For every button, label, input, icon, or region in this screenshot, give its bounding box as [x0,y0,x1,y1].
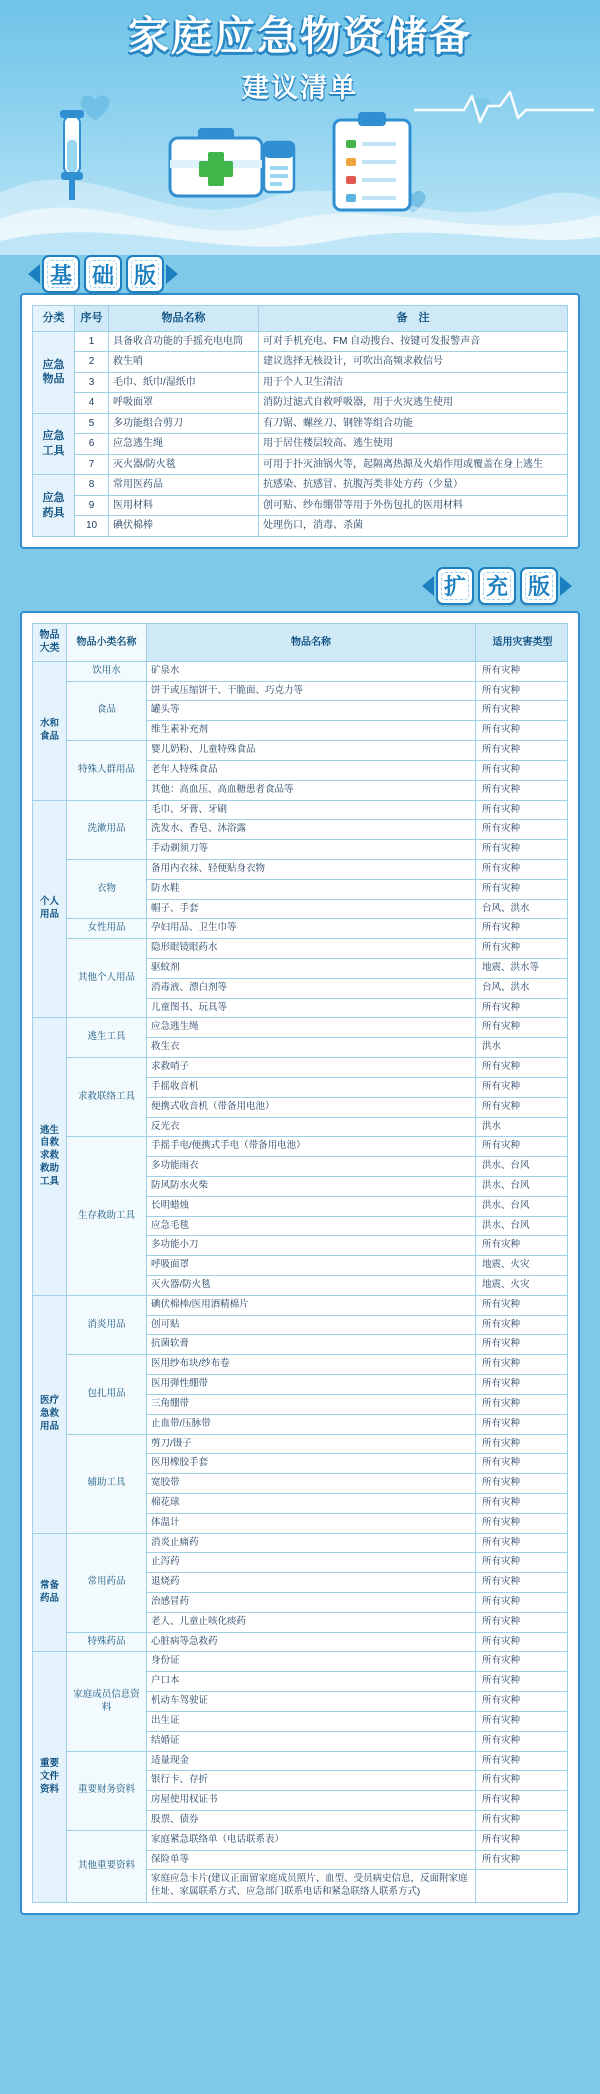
badge-expanded [422,567,572,605]
table-row [33,516,568,537]
row-remark: 可用于扑灭油锅火等，起隔离热源及火焰作用或覆盖在身上逃生 [259,454,568,475]
row-disaster-type: 所有灾种 [476,1771,568,1791]
row-item-name: 老年人特殊食品 [147,760,476,780]
table-row [33,495,568,516]
page-title: 家庭应急物资储备 [128,13,472,59]
row-subcategory: 洗漱用品 [67,800,147,859]
row-item-name: 房屋使用权证书 [147,1791,476,1811]
col-no: 序号 [75,306,109,332]
row-item-name: 隐形眼镜眼药水 [147,939,476,959]
row-disaster-type: 所有灾种 [476,1355,568,1375]
row-item-name: 碘伏棉棒/医用酒精棉片 [147,1295,476,1315]
row-remark: 处理伤口，消毒、杀菌 [259,516,568,537]
row-disaster-type: 台风、洪水 [476,978,568,998]
row-main-category: 常备 药品 [33,1533,67,1652]
row-disaster-type: 所有灾种 [476,1315,568,1335]
row-item-name: 毛巾、纸巾/湿纸巾 [109,372,259,393]
row-subcategory: 消炎用品 [67,1295,147,1354]
col-item-name: 物品名称 [147,623,476,661]
row-item-name: 医用橡胶手套 [147,1454,476,1474]
row-item-name: 机动车驾驶证 [147,1692,476,1712]
row-item-name: 毛巾、牙膏、牙刷 [147,800,476,820]
badge-char: 础 [84,255,122,293]
row-item-name: 家庭紧急联络单（电话联系表） [147,1830,476,1850]
row-subcategory: 包扎用品 [67,1355,147,1434]
row-disaster-type: 所有灾种 [476,1731,568,1751]
table-row [33,1652,568,1672]
row-disaster-type: 所有灾种 [476,859,568,879]
row-item-name: 应急逃生绳 [147,1018,476,1038]
col-item-name: 物品名称 [109,306,259,332]
table-row [33,1295,568,1315]
row-item-name: 医用纱布块/纱布卷 [147,1355,476,1375]
row-disaster-type: 所有灾种 [476,1573,568,1593]
row-main-category: 重要 文件 资料 [33,1652,67,1903]
row-item-name: 手摇收音机 [147,1077,476,1097]
row-category: 应急 物品 [33,331,75,413]
row-item-name: 多功能组合剪刀 [109,413,259,434]
row-number: 1 [75,331,109,352]
row-subcategory: 饮用水 [67,661,147,681]
row-disaster-type: 所有灾种 [476,1791,568,1811]
row-item-name: 灭火器/防火毯 [109,454,259,475]
row-item-name: 灭火器/防火毯 [147,1276,476,1296]
basic-table-card [20,293,580,549]
col-disaster-type: 适用灾害类型 [476,623,568,661]
row-disaster-type: 台风、洪水 [476,899,568,919]
pill-box-icon [258,138,302,196]
badge-char: 版 [520,567,558,605]
row-disaster-type: 所有灾种 [476,1493,568,1513]
row-disaster-type: 所有灾种 [476,939,568,959]
row-number: 3 [75,372,109,393]
row-item-name: 洗发水、香皂、沐浴露 [147,820,476,840]
row-subcategory: 求救联络工具 [67,1058,147,1137]
row-item-name: 手动剃须刀等 [147,840,476,860]
row-disaster-type: 地震、火灾 [476,1276,568,1296]
badge-char: 版 [126,255,164,293]
row-remark: 抗感染、抗感冒、抗腹泻类非处方药（少量） [259,475,568,496]
table-row [33,859,568,879]
table-row [33,393,568,414]
ribbon-right-icon [166,264,178,284]
row-disaster-type: 所有灾种 [476,1810,568,1830]
row-number: 2 [75,352,109,373]
row-disaster-type: 所有灾种 [476,1513,568,1533]
row-item-name: 消毒液、漂白剂等 [147,978,476,998]
row-number: 7 [75,454,109,475]
row-disaster-type: 所有灾种 [476,701,568,721]
row-item-name: 出生证 [147,1711,476,1731]
row-item-name: 驱蚊剂 [147,959,476,979]
row-item-name: 求救哨子 [147,1058,476,1078]
table-row [33,1533,568,1553]
row-item-name: 婴儿奶粉、儿童特殊食品 [147,741,476,761]
table-header-row [33,306,568,332]
row-disaster-type: 所有灾种 [476,1830,568,1850]
table-row [33,1751,568,1771]
row-disaster-type [476,1870,568,1903]
row-subcategory: 食品 [67,681,147,740]
clipboard-icon [330,112,414,214]
row-category: 应急 药具 [33,475,75,537]
syringe-icon [42,110,102,206]
row-item-name: 应急毛毯 [147,1216,476,1236]
row-item-name: 止泻药 [147,1553,476,1573]
row-item-name: 保险单等 [147,1850,476,1870]
row-disaster-type: 所有灾种 [476,1652,568,1672]
col-remark: 备 注 [259,306,568,332]
row-disaster-type: 洪水、台风 [476,1157,568,1177]
row-disaster-type: 地震、洪水等 [476,959,568,979]
row-subcategory: 女性用品 [67,919,147,939]
row-item-name: 饼干或压缩饼干、干脆面、巧克力等 [147,681,476,701]
table-row [33,454,568,475]
row-item-name: 具备收音功能的手摇充电电筒 [109,331,259,352]
ribbon-left-icon [422,576,434,596]
col-category: 分类 [33,306,75,332]
row-disaster-type: 所有灾种 [476,1533,568,1553]
table-row [33,1355,568,1375]
row-item-name: 多功能雨衣 [147,1157,476,1177]
row-item-name: 股票、债券 [147,1810,476,1830]
row-disaster-type: 洪水、台风 [476,1216,568,1236]
bottom-spacer [0,1933,600,1947]
row-subcategory: 其他个人用品 [67,939,147,1018]
row-item-name: 矿泉水 [147,661,476,681]
row-disaster-type: 所有灾种 [476,1236,568,1256]
row-disaster-type: 所有灾种 [476,721,568,741]
row-item-name: 银行卡、存折 [147,1771,476,1791]
row-subcategory: 逃生工具 [67,1018,147,1058]
row-disaster-type: 所有灾种 [476,1593,568,1613]
row-disaster-type: 所有灾种 [476,760,568,780]
table-row [33,741,568,761]
row-disaster-type: 所有灾种 [476,741,568,761]
row-number: 9 [75,495,109,516]
expanded-badge-row [0,567,600,611]
table-row [33,372,568,393]
row-item-name: 便携式收音机（带备用电池） [147,1097,476,1117]
row-item-name: 抗菌软膏 [147,1335,476,1355]
table-row [33,1434,568,1454]
row-item-name: 适量现金 [147,1751,476,1771]
row-item-name: 结婚证 [147,1731,476,1751]
row-disaster-type: 所有灾种 [476,1077,568,1097]
row-item-name: 医用材料 [109,495,259,516]
expanded-table [32,623,568,1903]
row-remark: 用于居住楼层较高、逃生使用 [259,434,568,455]
row-subcategory: 衣物 [67,859,147,918]
row-disaster-type: 所有灾种 [476,1058,568,1078]
table-row [33,1137,568,1157]
row-disaster-type: 所有灾种 [476,780,568,800]
row-disaster-type: 所有灾种 [476,879,568,899]
row-category: 应急 工具 [33,413,75,475]
row-number: 6 [75,434,109,455]
table-row [33,475,568,496]
table-row [33,919,568,939]
row-disaster-type: 洪水、台风 [476,1176,568,1196]
row-item-name: 常用医药品 [109,475,259,496]
row-item-name: 帽子、手套 [147,899,476,919]
row-item-name: 孕妇用品、卫生巾等 [147,919,476,939]
row-number: 8 [75,475,109,496]
row-disaster-type: 所有灾种 [476,1454,568,1474]
row-disaster-type: 所有灾种 [476,1375,568,1395]
hero-title-wrap [0,0,600,105]
col-main-category: 物品 大类 [33,623,67,661]
hero-banner [0,0,600,255]
row-remark: 创可贴、纱布绷带等用于外伤包扎的医用材料 [259,495,568,516]
table-row [33,413,568,434]
row-disaster-type: 所有灾种 [476,1414,568,1434]
row-item-name: 儿童图书、玩具等 [147,998,476,1018]
row-disaster-type: 所有灾种 [476,820,568,840]
row-number: 5 [75,413,109,434]
row-item-name: 碘伏棉棒 [109,516,259,537]
row-item-name: 创可贴 [147,1315,476,1335]
badge-basic [28,255,178,293]
row-disaster-type: 所有灾种 [476,1335,568,1355]
row-item-name: 心脏病等急救药 [147,1632,476,1652]
row-item-name: 棉花球 [147,1493,476,1513]
row-item-name: 医用弹性绷带 [147,1375,476,1395]
badge-char: 基 [42,255,80,293]
row-remark: 有刀锯、螺丝刀、钢锉等组合功能 [259,413,568,434]
row-disaster-type: 所有灾种 [476,800,568,820]
row-disaster-type: 所有灾种 [476,1850,568,1870]
row-disaster-type: 所有灾种 [476,1612,568,1632]
row-item-name: 剪刀/镊子 [147,1434,476,1454]
row-disaster-type: 所有灾种 [476,1692,568,1712]
row-disaster-type: 所有灾种 [476,1018,568,1038]
table-row [33,1058,568,1078]
ribbon-left-icon [28,264,40,284]
basic-badge-row [0,255,600,299]
row-disaster-type: 洪水 [476,1117,568,1137]
badge-char: 充 [478,567,516,605]
row-item-name: 宽胶带 [147,1474,476,1494]
row-disaster-type: 所有灾种 [476,1434,568,1454]
row-item-name: 救生哨 [109,352,259,373]
row-number: 4 [75,393,109,414]
row-disaster-type: 地震、火灾 [476,1256,568,1276]
row-item-name: 应急逃生绳 [109,434,259,455]
row-item-name: 老人、儿童止咳化痰药 [147,1612,476,1632]
row-item-name: 退烧药 [147,1573,476,1593]
row-disaster-type: 所有灾种 [476,661,568,681]
row-remark: 建议选择无核设计，可吹出高频求救信号 [259,352,568,373]
row-disaster-type: 所有灾种 [476,681,568,701]
row-subcategory: 特殊药品 [67,1632,147,1652]
row-item-name: 止血带/压脉带 [147,1414,476,1434]
row-item-name: 备用内衣袜、轻便贴身衣物 [147,859,476,879]
row-item-name: 维生素补充剂 [147,721,476,741]
row-item-name: 救生衣 [147,1038,476,1058]
row-subcategory: 常用药品 [67,1533,147,1632]
page-subtitle: 建议清单 [242,72,358,103]
table-row [33,1830,568,1850]
table-row [33,800,568,820]
row-item-name: 其他：高血压、高血糖患者食品等 [147,780,476,800]
badge-char: 扩 [436,567,474,605]
row-item-name: 呼吸面罩 [109,393,259,414]
row-item-name: 防水鞋 [147,879,476,899]
row-subcategory: 其他重要资料 [67,1830,147,1902]
row-item-name: 治感冒药 [147,1593,476,1613]
row-disaster-type: 所有灾种 [476,1097,568,1117]
table-row [33,331,568,352]
row-item-name: 防风防水火柴 [147,1176,476,1196]
col-subcategory: 物品小类名称 [67,623,147,661]
row-disaster-type: 洪水 [476,1038,568,1058]
row-remark: 可对手机充电、FM 自动搜台、按键可发报警声音 [259,331,568,352]
row-subcategory: 重要财务资料 [67,1751,147,1830]
row-main-category: 逃生 自救 求救 救助 工具 [33,1018,67,1295]
row-item-name: 罐头等 [147,701,476,721]
row-number: 10 [75,516,109,537]
table-row [33,352,568,373]
row-item-name: 三角绷带 [147,1394,476,1414]
row-item-name: 体温计 [147,1513,476,1533]
table-row [33,681,568,701]
row-item-name: 呼吸面罩 [147,1256,476,1276]
row-disaster-type: 所有灾种 [476,1474,568,1494]
table-row [33,1632,568,1652]
row-disaster-type: 所有灾种 [476,1751,568,1771]
row-disaster-type: 所有灾种 [476,1711,568,1731]
row-disaster-type: 所有灾种 [476,1553,568,1573]
row-item-name: 户口本 [147,1672,476,1692]
row-disaster-type: 所有灾种 [476,1672,568,1692]
table-row [33,1018,568,1038]
ribbon-right-icon [560,576,572,596]
row-item-name: 长明蜡烛 [147,1196,476,1216]
row-item-name: 身份证 [147,1652,476,1672]
table-row [33,434,568,455]
row-remark: 消防过滤式自救呼吸器，用于火灾逃生使用 [259,393,568,414]
row-item-name: 多功能小刀 [147,1236,476,1256]
row-disaster-type: 所有灾种 [476,1632,568,1652]
row-subcategory: 家庭成员信息资料 [67,1652,147,1751]
row-disaster-type: 所有灾种 [476,1295,568,1315]
row-disaster-type: 所有灾种 [476,1394,568,1414]
row-subcategory: 特殊人群用品 [67,741,147,800]
row-disaster-type: 所有灾种 [476,840,568,860]
first-aid-kit-icon [168,126,264,200]
row-item-name: 消炎止痛药 [147,1533,476,1553]
table-header-row [33,623,568,661]
row-main-category: 个人 用品 [33,800,67,1018]
row-subcategory: 生存救助工具 [67,1137,147,1296]
table-row [33,661,568,681]
row-disaster-type: 洪水、台风 [476,1196,568,1216]
basic-table [32,305,568,537]
expanded-table-card [20,611,580,1915]
row-subcategory: 辅助工具 [67,1434,147,1533]
row-disaster-type: 所有灾种 [476,1137,568,1157]
row-disaster-type: 所有灾种 [476,998,568,1018]
row-item-name: 家庭应急卡片(建议正面留家庭成员照片、血型、受员病史信息，反面附家庭住址、家属联系方式、应急部门联系电话和紧急联络人联系方式) [147,1870,476,1903]
row-item-name: 反光衣 [147,1117,476,1137]
row-item-name: 手摇手电/便携式手电（带备用电池） [147,1137,476,1157]
row-main-category: 水和 食品 [33,661,67,800]
row-disaster-type: 所有灾种 [476,919,568,939]
table-row [33,939,568,959]
row-main-category: 医疗 急救 用品 [33,1295,67,1533]
row-remark: 用于个人卫生清洁 [259,372,568,393]
